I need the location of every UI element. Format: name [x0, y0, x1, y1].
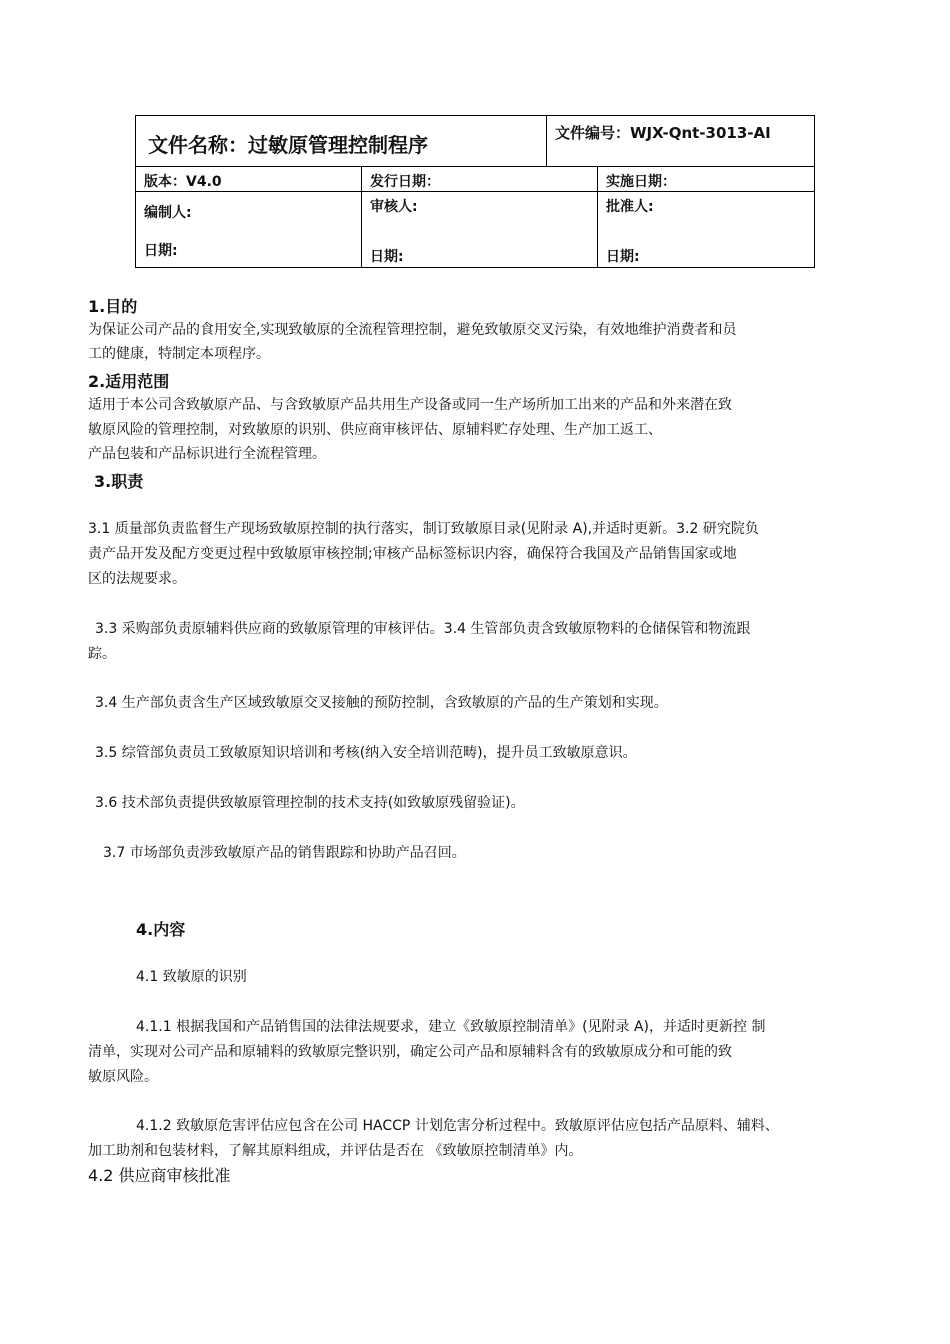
section-3-heading: 3.职责 — [94, 472, 144, 491]
section-3-5-text: 3.5 综管部负责员工致敏原知识培训和考核(纳入安全培训范畴)，提升员工致敏原意识。 — [95, 745, 637, 761]
section-3-6-text: 3.6 技术部负责提供致敏原管理控制的技术支持(如致敏原残留验证)。 — [95, 795, 525, 811]
approver-label: 批准人: — [606, 199, 654, 215]
author-label: 编制人: — [144, 205, 192, 221]
section-4-1-1-text: 敏原风险。 — [88, 1069, 158, 1085]
section-4-2-heading: 4.2 供应商审核批准 — [88, 1166, 231, 1185]
section-1-text: 为保证公司产品的食用安全,实现致敏原的全流程管理控制，避免致敏原交叉污染，有效地维护消费者和员 — [88, 322, 737, 338]
section-4-1-2-text: 4.1.2 致敏原危害评估应包含在公司 HACCP 计划危害分析过程中。致敏原评估应包括产品原料、辅料、 — [136, 1118, 779, 1134]
header-row-divider — [136, 166, 814, 167]
header-col-divider — [597, 166, 598, 267]
section-4-heading: 4.内容 — [136, 920, 186, 939]
reviewer-date-label: 日期: — [370, 249, 404, 265]
approver-date-label: 日期: — [606, 249, 640, 265]
section-4-1-1-text: 清单，实现对公司产品和原辅料的致敏原完整识别，确定公司产品和原辅料含有的致敏原成分和可能的致 — [88, 1044, 732, 1060]
section-4-1-heading: 4.1 致敏原的识别 — [136, 969, 247, 985]
effective-date-label: 实施日期： — [606, 174, 676, 190]
document-number: 文件编号：WJX-Qnt-3013-AI — [555, 124, 771, 142]
section-4-1-2-text: 加工助剂和包装材料，了解其原料组成，并评估是否在 《致敏原控制清单》内。 — [88, 1143, 583, 1159]
section-2-heading: 2.适用范围 — [88, 372, 170, 391]
section-3-7-text: 3.7 市场部负责涉致敏原产品的销售跟踪和协助产品召回。 — [103, 845, 466, 861]
section-3-1-text: 责产品开发及配方变更过程中致敏原审核控制;审核产品标签标识内容，确保符合我国及产品销售国家或地 — [88, 546, 737, 562]
header-row-divider — [136, 191, 814, 192]
issue-date-label: 发行日期： — [370, 174, 440, 190]
section-2-text: 适用于本公司含致敏原产品、与含致敏原产品共用生产设备或同一生产场所加工出来的产品和外来潜在致 — [88, 397, 732, 413]
section-2-text: 产品包装和产品标识进行全流程管理。 — [88, 446, 326, 462]
section-3-4-text: 3.4 生产部负责含生产区域致敏原交叉接触的预防控制，含致敏原的产品的生产策划和实现。 — [95, 695, 668, 711]
section-3-3-text: 3.3 采购部负责原辅料供应商的致敏原管理的审核评估。3.4 生管部负责含致敏原物料的仓储保管和物流跟 — [95, 621, 751, 637]
version-label: 版本：V4.0 — [144, 174, 222, 190]
section-2-text: 敏原风险的管理控制，对致敏原的识别、供应商审核评估、原辅料贮存处理、生产加工返工、 — [88, 422, 662, 438]
document-header-table — [135, 115, 815, 268]
section-3-1-text: 区的法规要求。 — [88, 571, 186, 587]
header-col-divider — [361, 166, 362, 267]
section-3-3-text: 踪。 — [88, 646, 116, 662]
section-3-1-text: 3.1 质量部负责监督生产现场致敏原控制的执行落实，制订致敏原目录(见附录 A),并适时更新。3.2 研究院负 — [88, 521, 759, 537]
header-col-divider — [546, 116, 547, 166]
author-date-label: 日期: — [144, 243, 178, 259]
document-title: 文件名称：过敏原管理控制程序 — [148, 133, 428, 157]
section-1-heading: 1.目的 — [88, 297, 138, 316]
section-4-1-1-text: 4.1.1 根据我国和产品销售国的法律法规要求，建立《致敏原控制清单》(见附录 A)，并适时更新控 制 — [136, 1019, 766, 1035]
section-1-text: 工的健康，特制定本项程序。 — [88, 346, 270, 362]
reviewer-label: 审核人: — [370, 199, 418, 215]
